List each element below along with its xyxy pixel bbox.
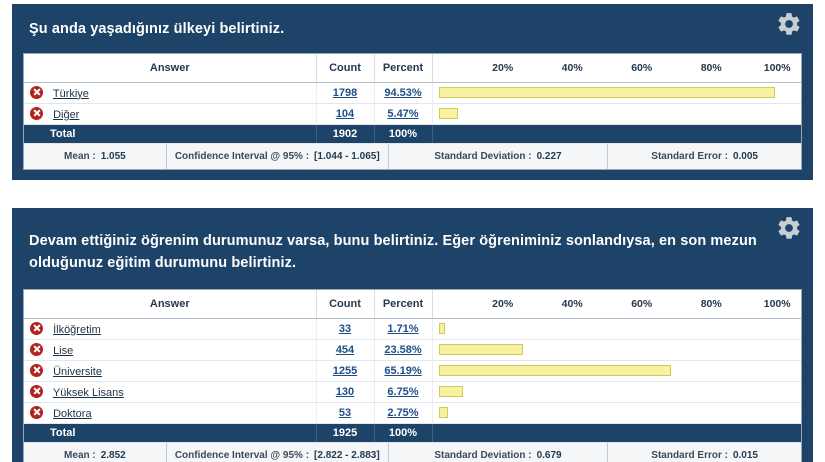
stat-se-value: 0.015 (732, 449, 758, 461)
gear-icon[interactable] (776, 11, 802, 37)
axis-tick-100: 100% (763, 297, 791, 310)
bar (439, 87, 776, 98)
percent-link[interactable]: 5.47% (387, 107, 419, 120)
stat-ci-value: [1.044 - 1.065] (314, 150, 380, 162)
axis-tick-80: 80% (700, 297, 722, 310)
stat-se-value: 0.005 (732, 150, 758, 162)
stat-mean-label: Mean : (64, 449, 96, 461)
column-header-answer: Answer (24, 290, 316, 319)
table-row (24, 82, 801, 103)
stat-mean-value: 2.852 (100, 449, 126, 461)
stat-mean (24, 443, 167, 462)
delete-icon[interactable] (30, 343, 43, 356)
question-title: Devam ettiğiniz öğrenim durumunuz varsa, bunu belirtiniz. Eğer öğreniminiz sonlandıysa, en son mezun olduğunuz eğitim durumunu belirtiniz. (29, 233, 757, 271)
bar (439, 386, 463, 397)
answer-label[interactable]: Türkiye (52, 87, 89, 100)
question-card-1 (12, 4, 813, 180)
axis-tick-60: 60% (631, 297, 653, 310)
total-percent: 100% (374, 423, 432, 442)
stat-mean-label: Mean : (64, 150, 96, 162)
axis-tick-20: 20% (492, 61, 514, 74)
table-row (24, 339, 801, 360)
table-row (24, 360, 801, 381)
answer-label[interactable]: Lise (53, 344, 74, 357)
stat-ci-value: [2.822 - 2.883] (314, 449, 380, 461)
count-link[interactable]: 53 (338, 406, 352, 419)
stat-sd-value: 0.679 (536, 449, 562, 461)
stat-confidence-interval (167, 443, 389, 462)
table-header-row (24, 54, 801, 83)
bar (439, 108, 459, 119)
table-row (24, 318, 801, 339)
stat-ci-label: Confidence Interval @ 95% : (174, 449, 310, 461)
statistics-bar-1 (23, 144, 802, 170)
answer-label[interactable]: İlköğretim (53, 323, 101, 336)
stat-se-label: Standard Error : (651, 449, 728, 461)
delete-icon[interactable] (30, 107, 43, 120)
axis-tick-40: 40% (561, 297, 583, 310)
table-total-row (24, 423, 801, 442)
column-header-chart-axis (432, 54, 801, 83)
gear-icon[interactable] (776, 215, 802, 241)
table-header-row (24, 290, 801, 319)
column-header-count: Count (316, 54, 374, 83)
bar (439, 323, 445, 334)
column-header-chart-axis (432, 290, 801, 319)
table-row (24, 402, 801, 423)
axis-tick-40: 40% (561, 61, 583, 74)
delete-icon[interactable] (30, 364, 43, 377)
stat-standard-error (608, 443, 801, 462)
delete-icon[interactable] (30, 86, 43, 99)
count-link[interactable]: 1798 (332, 86, 358, 99)
stat-ci-label: Confidence Interval @ 95% : (174, 150, 310, 162)
results-table-2 (23, 289, 802, 443)
answer-label[interactable]: Diğer (53, 108, 80, 121)
table-total-row (24, 124, 801, 143)
chart-axis (439, 296, 796, 312)
column-header-count: Count (316, 290, 374, 319)
total-label: Total (24, 423, 316, 442)
delete-icon[interactable] (30, 322, 43, 335)
percent-link[interactable]: 6.75% (387, 385, 419, 398)
column-header-percent: Percent (374, 54, 432, 83)
stat-sd-value: 0.227 (536, 150, 562, 162)
delete-icon[interactable] (30, 385, 43, 398)
answer-label[interactable]: Yüksek Lisans (52, 386, 124, 399)
delete-icon[interactable] (30, 406, 43, 419)
count-link[interactable]: 130 (335, 385, 355, 398)
percent-link[interactable]: 1.71% (387, 322, 419, 335)
percent-link[interactable]: 2.75% (387, 406, 419, 419)
answer-label[interactable]: Üniversite (53, 365, 102, 378)
table-row (24, 381, 801, 402)
total-label: Total (24, 124, 316, 143)
total-count: 1925 (316, 423, 374, 442)
answer-label[interactable]: Doktora (53, 407, 92, 420)
count-link[interactable]: 1255 (332, 364, 358, 377)
percent-link[interactable]: 94.53% (384, 86, 422, 99)
count-link[interactable]: 454 (335, 343, 355, 356)
total-percent: 100% (374, 124, 432, 143)
total-count: 1902 (316, 124, 374, 143)
axis-tick-60: 60% (631, 61, 653, 74)
question-title: Şu anda yaşadığınız ülkeyi belirtiniz. (29, 21, 285, 37)
column-header-percent: Percent (374, 290, 432, 319)
percent-link[interactable]: 65.19% (384, 364, 422, 377)
percent-link[interactable]: 23.58% (384, 343, 422, 356)
stat-sd-label: Standard Deviation : (434, 449, 532, 461)
count-link[interactable]: 104 (335, 107, 355, 120)
bar (439, 365, 671, 376)
stat-mean (24, 144, 167, 169)
statistics-bar-2 (23, 443, 802, 462)
bar (439, 344, 523, 355)
count-link[interactable]: 33 (338, 322, 352, 335)
column-header-answer: Answer (24, 54, 316, 83)
stat-standard-error (608, 144, 801, 169)
chart-axis (439, 60, 796, 76)
stat-sd-label: Standard Deviation : (434, 150, 532, 162)
axis-tick-80: 80% (700, 61, 722, 74)
results-table-1 (23, 53, 802, 144)
stat-standard-deviation (389, 144, 609, 169)
axis-tick-100: 100% (763, 61, 791, 74)
stat-mean-value: 1.055 (100, 150, 126, 162)
bar (439, 407, 449, 418)
stat-standard-deviation (389, 443, 609, 462)
stat-se-label: Standard Error : (651, 150, 728, 162)
question-card-2 (12, 208, 813, 462)
axis-tick-20: 20% (492, 297, 514, 310)
stat-confidence-interval (167, 144, 389, 169)
table-row (24, 103, 801, 124)
